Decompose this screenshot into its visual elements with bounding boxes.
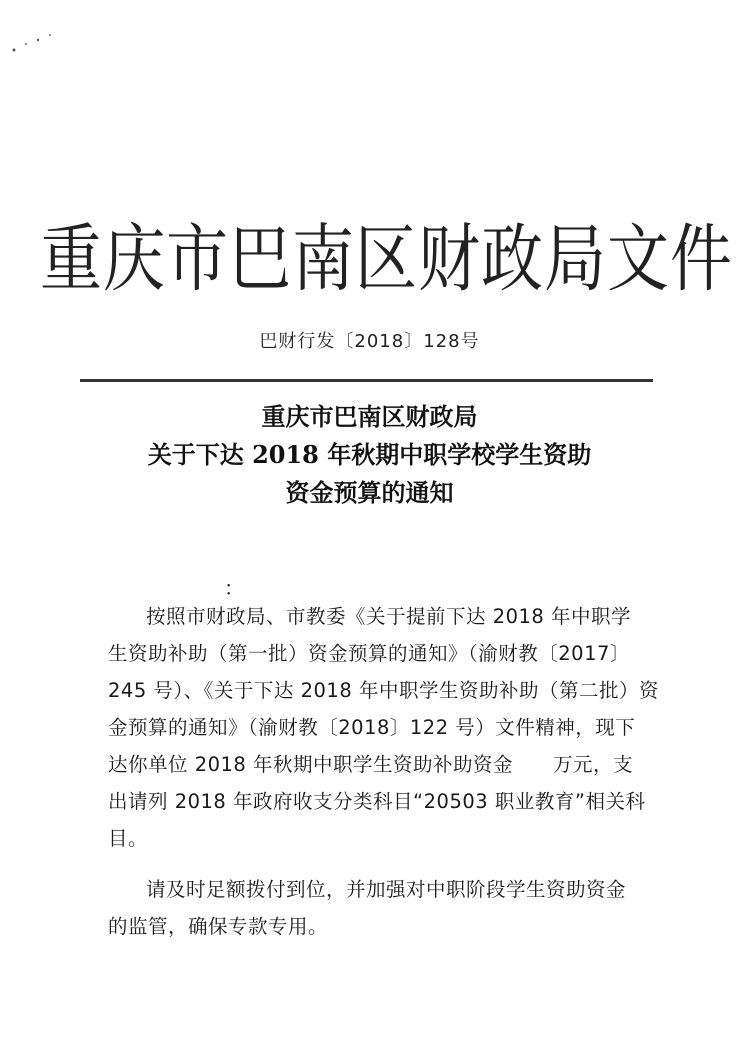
body-line: 的监管，确保专款专用。 <box>108 915 329 938</box>
scan-specks <box>8 30 68 70</box>
body-line: 出请列 2018 年政府收支分类科目“20503 职业教育”相关科 <box>108 790 646 813</box>
document-number: 巴财行发〔2018〕128号 <box>259 331 480 352</box>
recipient-colon: ： <box>224 576 244 600</box>
notice-title-line: 资金预算的通知 <box>285 478 454 507</box>
body-line: 按照市财政局、市教委《关于提前下达 2018 年中职学 <box>146 605 632 628</box>
agency-header-title: 重庆市巴南区财政局文件 <box>40 215 734 302</box>
notice-title-line: 重庆市巴南区财政局 <box>261 402 478 431</box>
paragraph-1 <box>108 598 659 857</box>
body-line: 生资助补助（第一批）资金预算的通知》（渝财教〔2017〕 <box>108 642 630 665</box>
body-line: 达你单位 2018 年秋期中职学生资助补助资金 万元，支 <box>108 753 634 776</box>
notice-title-line: 关于下达 2018 年秋期中职学校学生资助 <box>147 440 592 469</box>
body-line: 请及时足额拨付到位，并加强对中职阶段学生资助资金 <box>146 878 627 901</box>
body-line: 金预算的通知》（渝财教〔2018〕122 号）文件精神，现下 <box>108 716 636 739</box>
body-text <box>108 598 659 945</box>
paragraph-2 <box>108 871 628 945</box>
body-line: 目。 <box>108 827 149 850</box>
body-line: 245 号）、《关于下达 2018 年中职学生资助补助（第二批）资 <box>108 679 659 702</box>
notice-title <box>0 398 739 512</box>
header-divider <box>80 379 653 382</box>
